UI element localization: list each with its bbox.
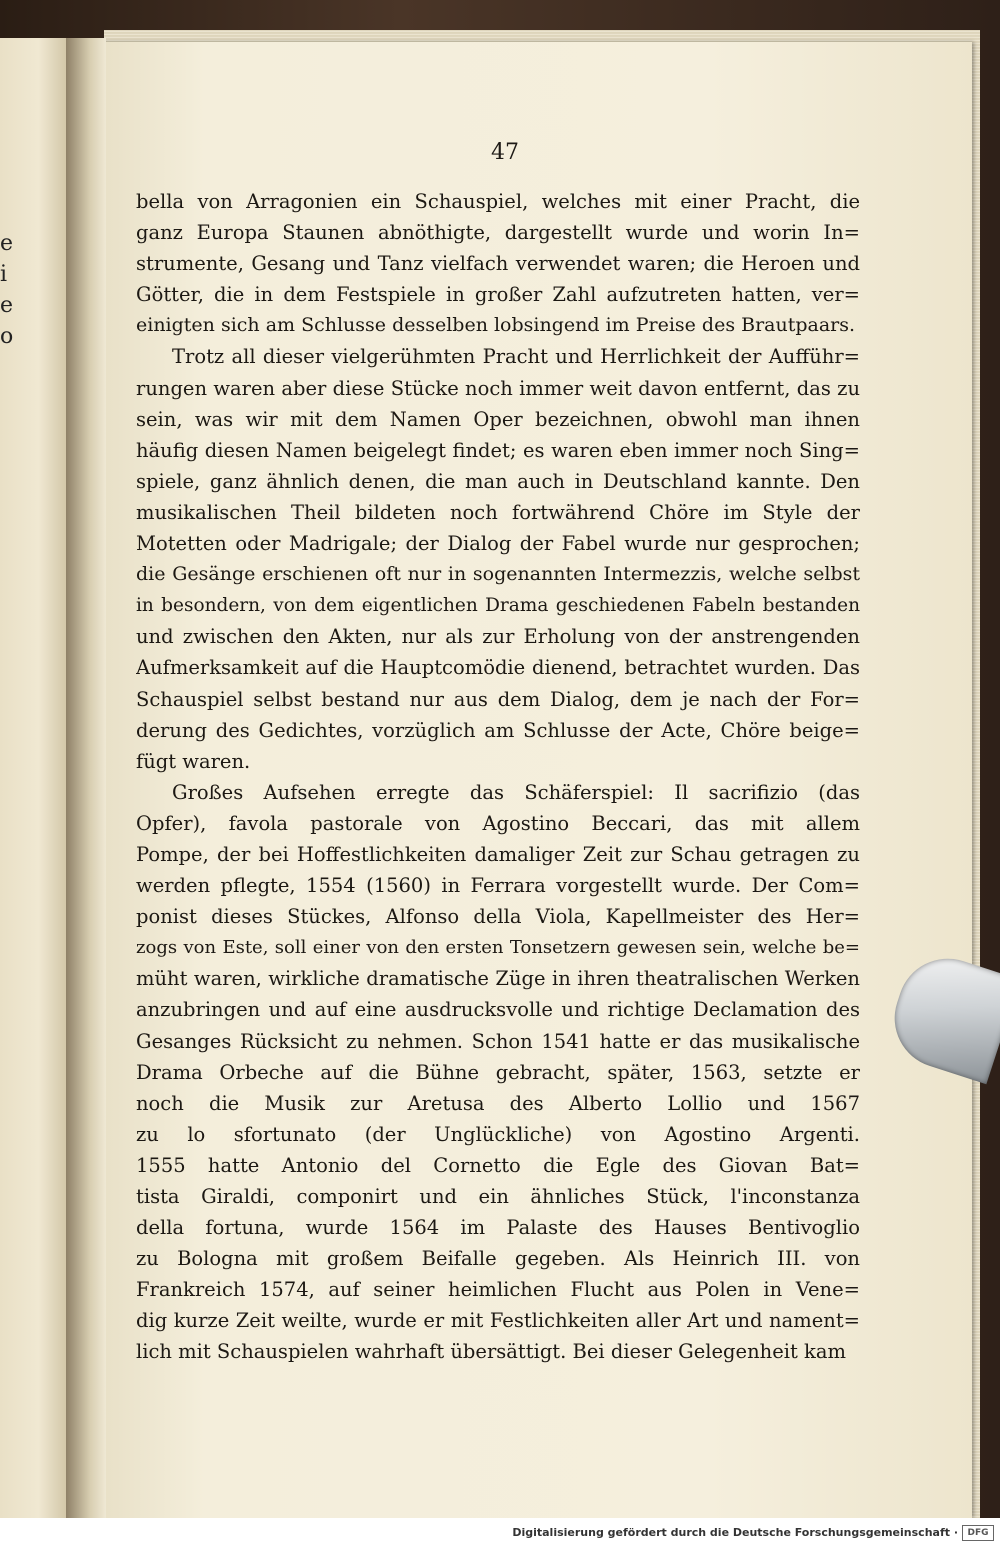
previous-page-edge [0,38,70,1518]
text-line: Götter, die in dem Festspiele in großer Zahl aufzutreten hatten, ver= [136,283,860,307]
text-line: werden pflegte, 1554 (1560) in Ferrara vorgestellt wurde. Der Com= [136,874,860,898]
text-line: Großes Aufsehen erregte das Schäferspiel: Il sacrifizio (das [172,780,860,804]
text-line: ponist dieses Stückes, Alfonso della Viola, Kapellmeister des Her= [136,905,860,929]
text-line: dig kurze Zeit weilte, wurde er mit Festlichkeiten aller Art und nament= [136,1309,860,1333]
text-line: Gesanges Rücksicht zu nehmen. Schon 1541 hatte er das musikalische [136,1029,860,1053]
text-line: Pompe, der bei Hoffestlichkeiten damaliger Zeit zur Schau getragen zu [136,842,860,866]
previous-page-letter: i [0,262,8,287]
text-line: in besondern, von dem eigentlichen Drama geschiedenen Fabeln bestanden [136,595,860,617]
text-line: musikalischen Theil bildeten noch fortwährend Chöre im Style der [136,500,860,524]
text-line: Drama Orbeche auf die Bühne gebracht, später, 1563, setzte er [136,1060,860,1084]
text-line: tista Giraldi, componirt und ein ähnliches Stück, l'inconstanza [136,1185,860,1208]
text-line: sein, was wir mit dem Namen Oper bezeichnen, obwohl man ihnen [136,407,860,431]
text-line: strumente, Gesang und Tanz vielfach verwendet waren; die Heroen und [136,252,860,276]
text-line: zogs von Este, soll einer von den ersten Tonsetzern gewesen sein, welche be= [136,937,860,959]
text-line: zu lo sfortunato (der Unglückliche) von Agostino Argenti. [136,1122,860,1146]
previous-page-letter: o [0,324,14,349]
text-line: noch die Musik zur Aretusa des Alberto Lollio und 1567 [136,1091,860,1115]
text-line: und zwischen den Akten, nur als zur Erholung von der anstrengenden [136,625,860,649]
text-line: Motetten oder Madrigale; der Dialog der Fabel wurde nur gesprochen; [136,532,860,556]
page-body-text [136,186,860,1368]
text-line: Trotz all dieser vielgerühmten Pracht und Herrlichkeit der Aufführ= [172,345,860,369]
text-line: fügt waren. [136,749,251,773]
page-number: 47 [491,140,519,165]
previous-page-letter: e [0,231,14,256]
text-line: bella von Arragonien ein Schauspiel, welches mit einer Pracht, die [136,190,860,213]
dfg-logo: DFG [962,1525,994,1541]
previous-page-letter: e [0,293,14,318]
text-line: anzubringen und auf eine ausdrucksvolle und richtige Declamation des [136,998,860,1022]
text-line: häufig diesen Namen beigelegt findet; es waren eben immer noch Sing= [136,438,860,462]
text-line: müht waren, wirkliche dramatische Züge in ihren theatralischen Werken [136,967,860,991]
text-line: Schauspiel selbst bestand nur aus dem Dialog, dem je nach der For= [136,687,860,711]
text-line: ganz Europa Staunen abnöthigte, dargestellt wurde und worin In= [136,221,860,245]
text-line: rungen waren aber diese Stücke noch immer weit davon entfernt, das zu [136,376,860,400]
book-gutter [66,38,106,1518]
text-line: 1555 hatte Antonio del Cornetto die Egle des Giovan Bat= [136,1153,860,1177]
text-line: Frankreich 1574, auf seiner heimlichen Flucht aus Polen in Vene= [136,1278,860,1302]
text-line: derung des Gedichtes, vorzüglich am Schlusse der Acte, Chöre beige= [136,718,860,742]
text-line: Aufmerksamkeit auf die Hauptcomödie dienend, betrachtet wurden. Das [136,656,860,680]
text-line: spiele, ganz ähnlich denen, die man auch in Deutschland kannte. Den [136,469,860,493]
footer-bar [0,1518,1000,1547]
text-line: della fortuna, wurde 1564 im Palaste des Hauses Bentivoglio [136,1216,860,1240]
text-line: zu Bologna mit großem Beifalle gegeben. Als Heinrich III. von [136,1247,860,1271]
text-line: die Gesänge erschienen oft nur in sogenannten Intermezzis, welche selbst [136,563,860,586]
previous-page-letters [0,228,14,352]
text-line: einigten sich am Schlusse desselben lobsingend im Preise des Brautpaars. [136,314,856,337]
funding-credit: Digitalisierung gefördert durch die Deutsche Forschungsgemeinschaft · [512,1526,958,1539]
text-line: lich mit Schauspielen wahrhaft übersättigt. Bei dieser Gelegenheit kam [136,1340,846,1364]
text-line: Opfer), favola pastorale von Agostino Beccari, das mit allem [136,811,860,835]
